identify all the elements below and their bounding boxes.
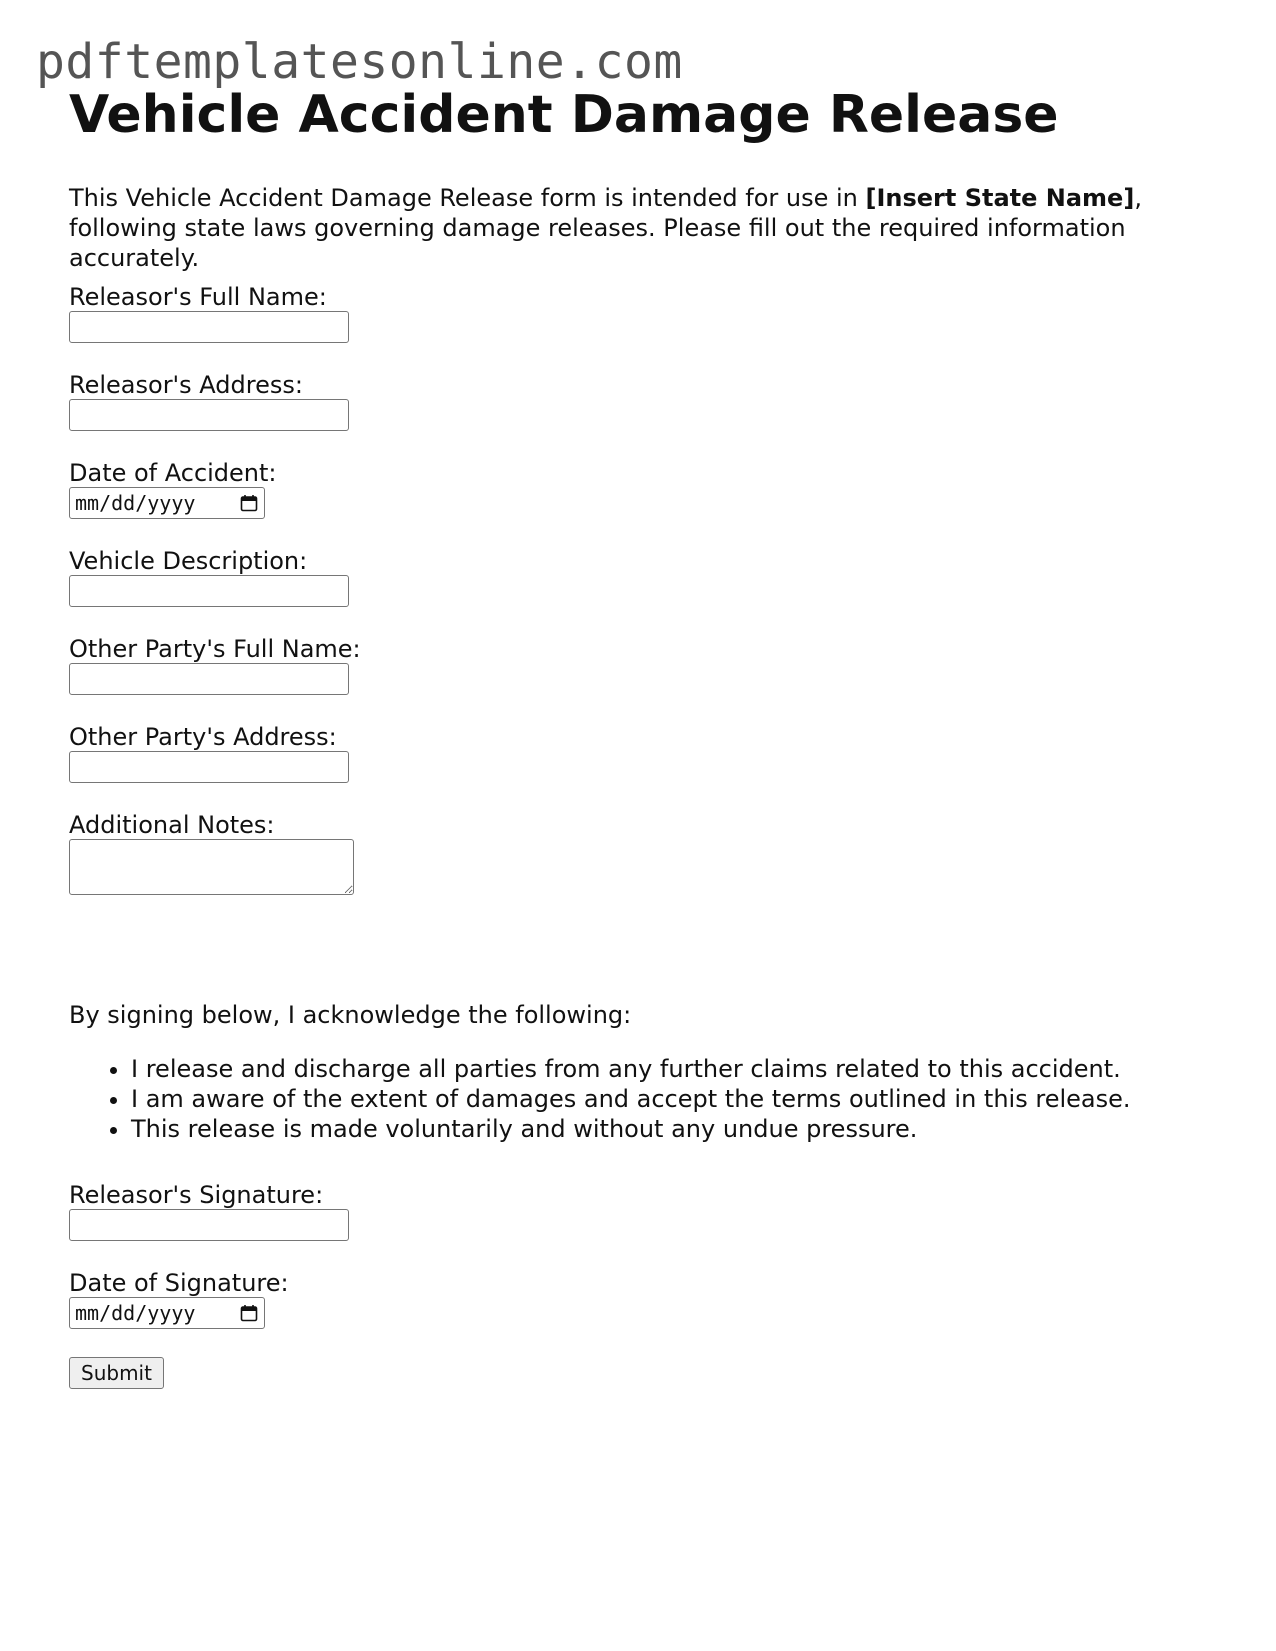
accident-date-input[interactable] — [69, 487, 265, 519]
intro-before: This Vehicle Accident Damage Release form is intended for use in — [69, 184, 866, 212]
other-party-address-label: Other Party's Address: — [69, 723, 337, 751]
releasor-signature-input[interactable] — [69, 1209, 349, 1241]
accident-date-group — [69, 459, 277, 519]
releasor-address-group — [69, 371, 349, 431]
signature-date-label: Date of Signature: — [69, 1269, 289, 1297]
other-party-name-label: Other Party's Full Name: — [69, 635, 361, 663]
acknowledgment-list — [69, 1054, 1131, 1144]
acknowledgment-item: • This release is made voluntarily and without any undue pressure. — [131, 1114, 1131, 1144]
releasor-address-label: Releasor's Address: — [69, 371, 303, 399]
intro-after: , following state laws governing damage releases. Please fill out the required information accurately. — [69, 184, 1142, 272]
submit-button[interactable]: Submit — [69, 1357, 164, 1389]
releasor-name-group — [69, 283, 349, 343]
intro-text — [69, 183, 1209, 273]
watermark: pdftemplatesonline.com — [36, 34, 683, 90]
acknowledgment-item: • I am aware of the extent of damages and accept the terms outlined in this release. — [131, 1084, 1131, 1114]
accident-date-value: mm/dd/yyyy — [75, 491, 196, 515]
vehicle-description-label: Vehicle Description: — [69, 547, 308, 575]
accident-date-label: Date of Accident: — [69, 459, 277, 487]
calendar-icon[interactable] — [240, 494, 258, 512]
releasor-signature-group — [69, 1181, 349, 1241]
signature-date-input[interactable] — [69, 1297, 265, 1329]
signature-date-group — [69, 1269, 289, 1329]
additional-notes-label: Additional Notes: — [69, 811, 275, 839]
releasor-name-label: Releasor's Full Name: — [69, 283, 327, 311]
vehicle-description-input[interactable] — [69, 575, 349, 607]
other-party-address-group — [69, 723, 349, 783]
state-name-placeholder: [Insert State Name] — [865, 184, 1135, 212]
additional-notes-group — [69, 811, 354, 895]
acknowledgment-heading: By signing below, I acknowledge the following: — [69, 1001, 632, 1029]
releasor-address-input[interactable] — [69, 399, 349, 431]
other-party-name-group — [69, 635, 361, 695]
releasor-signature-label: Releasor's Signature: — [69, 1181, 324, 1209]
signature-date-value: mm/dd/yyyy — [75, 1301, 196, 1325]
releasor-name-input[interactable] — [69, 311, 349, 343]
additional-notes-textarea[interactable] — [69, 839, 354, 895]
vehicle-description-group — [69, 547, 349, 607]
other-party-address-input[interactable] — [69, 751, 349, 783]
page-title: Vehicle Accident Damage Release — [69, 85, 1059, 145]
acknowledgment-item: • I release and discharge all parties from any further claims related to this accident. — [131, 1054, 1131, 1084]
other-party-name-input[interactable] — [69, 663, 349, 695]
calendar-icon[interactable] — [240, 1304, 258, 1322]
